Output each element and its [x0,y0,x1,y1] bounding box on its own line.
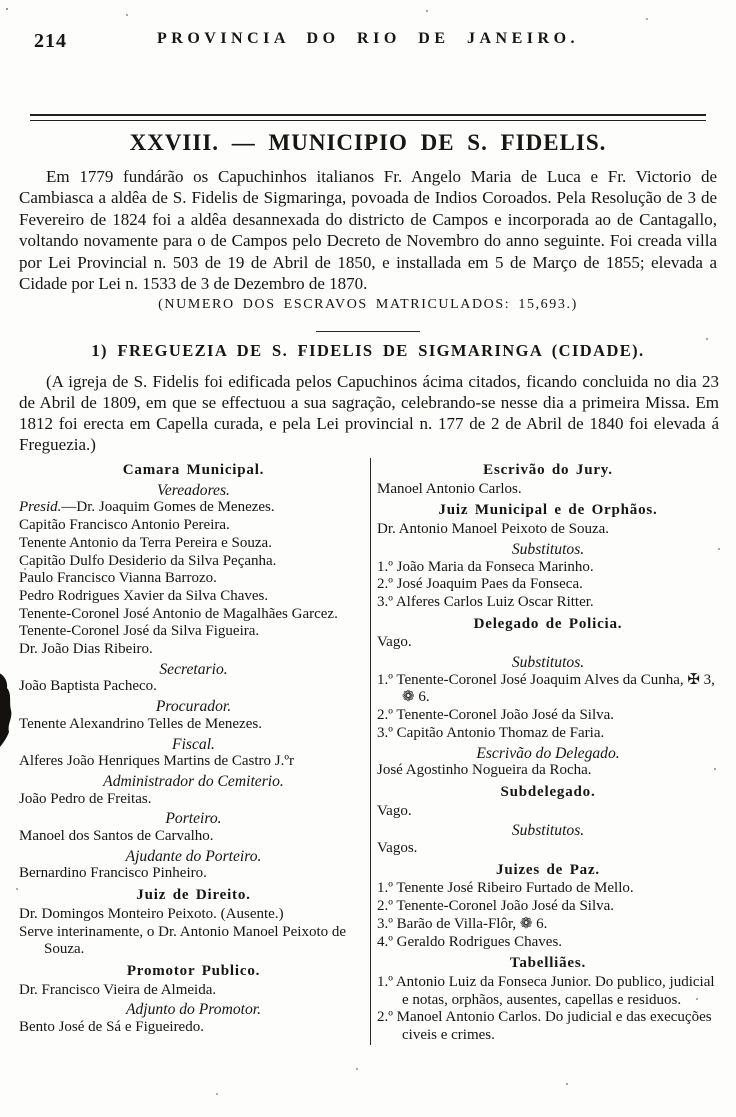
office-heading: Juiz de Direito. [136,887,251,904]
person-entry: Vagos. [377,840,418,857]
header-double-rule [30,114,706,121]
office-heading: Ajudante do Porteiro. [125,847,262,865]
person-entry: 2.º José Joaquim Paes da Fonseca. [377,576,583,593]
person-entry: Dr. Domingos Monteiro Peixoto. (Ausente.) [19,905,284,922]
office-roster-columns [19,458,719,1045]
office-heading: Substitutos. [511,822,585,840]
person-entry: 3.º Barão de Villa-Flôr, ❁ 6. [377,915,548,932]
right-column [371,458,719,1045]
office-heading: Tabelliães. [509,955,587,972]
person-entry: Dr. Francisco Vieira de Almeida. [19,981,217,998]
office-heading: Delegado de Policia. [473,615,623,632]
person-entry: Serve interinamente, o Dr. Antonio Manoel Peixoto de Souza. [19,923,347,958]
office-heading: Administrador do Cemiterio. [103,772,284,790]
freguezia-heading: 1) FREGUEZIA DE S. FIDELIS DE SIGMARINGA (CIDADE). [91,341,645,360]
person-entry: Manoel Antonio Carlos. [377,480,522,497]
office-heading: Vereadores. [157,481,230,499]
person-entry: Dr. Antonio Manoel Peixoto de Souza. [377,521,610,538]
person-entry: Vago. [377,634,412,651]
person-entry: 2.º Tenente-Coronel João José da Silva. [377,707,615,724]
office-heading: Camara Municipal. [122,462,265,478]
person-entry: 2.º Manoel Antonio Carlos. Do judicial e das execuções civeis e crimes. [377,1009,712,1044]
person-entry: Pedro Rodrigues Xavier da Silva Chaves. [19,587,269,604]
office-heading: Promotor Publico. [126,962,261,979]
page-number: 214 [34,30,67,52]
left-column [19,458,368,1045]
person-entry: João Baptista Pacheco. [19,678,157,695]
person-entry: Bernardino Francisco Pinheiro. [19,865,207,882]
page-header [0,30,736,56]
person-entry: Tenente-Coronel José da Silva Figueira. [19,623,260,640]
person-entry: Vago. [377,802,412,819]
person-entry: 1.º Tenente-Coronel José Joaquim Alves da Cunha, ✠ 3, ❁ 6. [377,671,715,706]
person-entry: Presid.—Dr. Joaquim Gomes de Menezes. [19,499,275,516]
person-entry: Bento José de Sá e Figueiredo. [19,1019,204,1036]
person-entry: Paulo Francisco Vianna Barrozo. [19,570,217,587]
person-entry: 2.º Tenente-Coronel João José da Silva. [377,898,615,915]
church-history-paragraph: (A igreja de S. Fidelis foi edificada pelos Capuchinos ácima citados, ficando concluida no dia 23 de Abril de 1809, em que se effectuou a sua sagração, celebrando-se nesse dia a primeira Missa. Em 1812 foi erecta em Capella curada, e pela Lei provincial n. 177 de 2 de Abril de 1840 foi elevada á Freguezia.) [19,372,719,454]
office-heading: Adjunto do Promotor. [125,1001,261,1019]
office-heading: Substitutos. [511,654,585,672]
person-entry: Tenente-Coronel José Antonio de Magalhães Garcez. [19,605,338,622]
person-entry: Tenente Antonio da Terra Pereira e Souza. [19,534,272,551]
running-title: PROVINCIA DO RIO DE JANEIRO. [156,30,580,47]
person-entry: 1.º Antonio Luiz da Fonseca Junior. Do publico, judicial e notas, orphãos, ausentes, capellas e residuos. [377,973,715,1008]
office-heading: Juizes de Paz. [496,861,600,878]
office-heading: Subdelegado. [500,783,596,800]
office-heading: Fiscal. [172,735,215,753]
office-heading: Procurador. [155,698,232,716]
slaves-registered-note: (NUMERO DOS ESCRAVOS MATRICULADOS: 15,693.) [158,297,578,312]
person-entry: Dr. João Dias Ribeiro. [19,641,153,658]
person-entry: Capitão Dulfo Desiderio da Silva Peçanha. [19,552,277,569]
person-entry: José Agostinho Nogueira da Rocha. [377,762,592,779]
person-entry: 1.º João Maria da Fonseca Marinho. [377,558,594,575]
office-heading: Substitutos. [511,540,585,558]
scan-noise-specks [6,8,8,10]
office-heading: Secretario. [159,660,228,678]
chapter-title: XXVIII. — MUNICIPIO DE S. FIDELIS. [129,130,607,155]
person-entry: João Pedro de Freitas. [19,790,152,807]
office-heading: Escrivão do Jury. [483,462,613,478]
ink-blot-artifact [0,670,15,752]
office-heading: Porteiro. [165,810,222,828]
person-entry: Manoel dos Santos de Carvalho. [19,828,214,845]
person-entry: 3.º Alferes Carlos Luiz Oscar Ritter. [377,593,594,610]
person-entry: Alferes João Henriques Martins de Castro J.ºr [19,753,295,770]
person-entry: Tenente Alexandrino Telles de Menezes. [19,715,262,732]
person-entry: 3.º Capitão Antonio Thomaz de Faria. [377,724,605,741]
person-entry: 4.º Geraldo Rodrigues Chaves. [377,933,563,950]
office-heading: Juiz Municipal e de Orphãos. [438,502,658,519]
person-entry: 1.º Tenente José Ribeiro Furtado de Mello. [377,880,634,897]
office-heading: Escrivão do Delegado. [476,744,620,762]
person-entry: Capitão Francisco Antonio Pereira. [19,517,230,534]
section-separator-rule [316,331,420,332]
municipio-intro-paragraph: Em 1779 fundárão os Capuchinhos italianos Fr. Angelo Maria de Luca e Fr. Victorio de Cambiasca a aldêa de S. Fidelis de Sigmaringa, povoada de Indios Coroados. Pela Resolução de 3 de Fevereiro de 1824 foi a aldêa desannexada do districto de Campos e incorporada ao de Cantagallo, voltando novamente para o de Campos pelo Decreto de Novembro do anno seguinte. Foi creada villa por Lei Provincial n. 503 de 19 de Abril de 1850, e installada em 5 de Março de 1855; elevada a Cidade por Lei n. 1533 de 3 de Dezembro de 1870. [19,167,717,294]
